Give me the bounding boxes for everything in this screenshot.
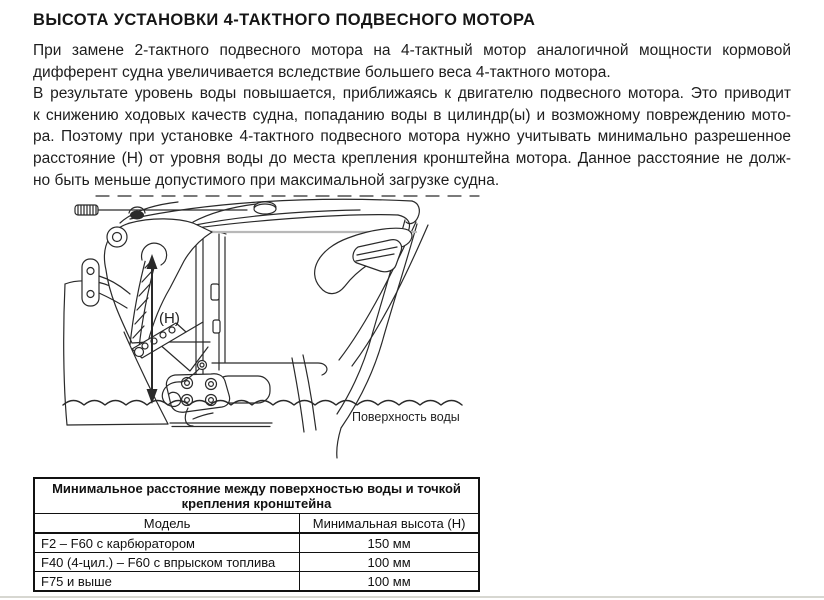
page-bottom-rule <box>0 596 824 598</box>
body-line: к снижению ходовых качеств судна, попаданию воды в цилиндр(ы) и возможному повреждению мото- <box>33 106 791 124</box>
body-line: расстояние (Н) от уровня воды до места крепления кронштейна мотора. Данное расстояние не долж- <box>33 149 791 167</box>
height-label: (H) <box>159 310 180 327</box>
height-cell: 150 мм <box>300 533 479 553</box>
body-text <box>33 40 791 191</box>
body-line: дифферент судна увеличивается вследствие большего веса 4-тактного мотора. <box>33 63 611 81</box>
min-height-table <box>33 477 480 592</box>
model-cell: F2 – F60 с карбюратором <box>34 533 300 553</box>
model-cell: F75 и выше <box>34 572 300 592</box>
figure-motor-mounting-height <box>60 192 480 462</box>
body-line: При замене 2-тактного подвесного мотора на 4-тактный мотор аналогичной мощности кормовой <box>33 42 791 59</box>
water-surface-label: Поверхность воды <box>352 410 460 424</box>
table-header-row <box>34 514 479 534</box>
column-header-model: Модель <box>34 514 300 534</box>
table-title-row <box>34 478 479 514</box>
outboard-motor-diagram <box>60 192 480 462</box>
body-line: В результате уровень воды повышается, приближаясь к двигателю подвесного мотора. Это приводит <box>33 85 791 103</box>
body-line: но быть меньше допустимого при максимальной загрузке судна. <box>33 171 500 189</box>
column-header-height: Минимальная высота (Н) <box>300 514 479 534</box>
table-row <box>34 572 479 592</box>
height-cell: 100 мм <box>300 572 479 592</box>
carry-handle <box>315 228 412 293</box>
height-cell: 100 мм <box>300 553 479 572</box>
table-title: Минимальное расстояние между поверхностью воды и точкой крепления кронштейна <box>34 478 479 514</box>
table-row <box>34 553 479 572</box>
table-row <box>34 533 479 553</box>
model-cell: F40 (4-цил.) – F60 с впрыском топлива <box>34 553 300 572</box>
body-line: ра. Поэтому при установке 4-тактного подвесного мотора нужно учитывать минимально разрешенное <box>33 128 791 146</box>
swivel-column <box>190 232 226 384</box>
page-title: ВЫСОТА УСТАНОВКИ 4-ТАКТНОГО ПОДВЕСНОГО МОТОРА <box>33 11 536 29</box>
clamp-screw-knob <box>130 211 144 220</box>
clamp-bracket <box>104 202 276 343</box>
